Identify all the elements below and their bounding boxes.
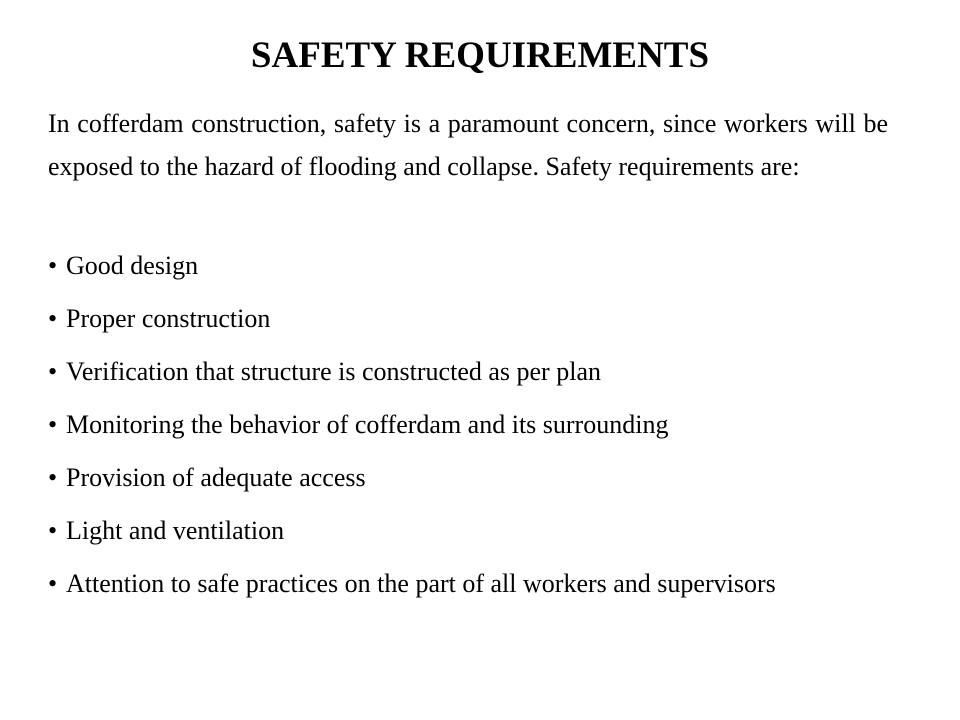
intro-paragraph: In cofferdam construction, safety is a paramount concern, since workers will be exposed to the hazard of flooding and collapse. Safety requirements are: [48,109,888,181]
list-item-label: Provision of adequate access [66,463,366,492]
list-item [48,457,868,499]
list-item-label: Good design [66,251,199,280]
bullet-icon: • [48,304,58,333]
list-item-label: Monitoring the behavior of cofferdam and its surrounding [66,410,669,439]
requirements-list [48,245,868,616]
list-item [48,298,868,340]
slide-title: SAFETY REQUIREMENTS [250,35,710,76]
list-item [48,404,868,446]
list-item [48,563,868,605]
list-item-label: Attention to safe practices on the part of all workers and supervisors [66,569,776,598]
list-item [48,351,868,393]
list-item [48,245,868,287]
bullet-icon: • [48,463,58,492]
bullet-icon: • [48,569,58,598]
bullet-icon: • [48,516,58,545]
list-item-label: Light and ventilation [66,516,285,545]
bullet-icon: • [48,251,58,280]
bullet-icon: • [48,410,58,439]
list-item [48,510,868,552]
list-item-label: Proper construction [66,304,271,333]
list-item-label: Verification that structure is constructed as per plan [66,357,601,386]
bullet-icon: • [48,357,58,386]
